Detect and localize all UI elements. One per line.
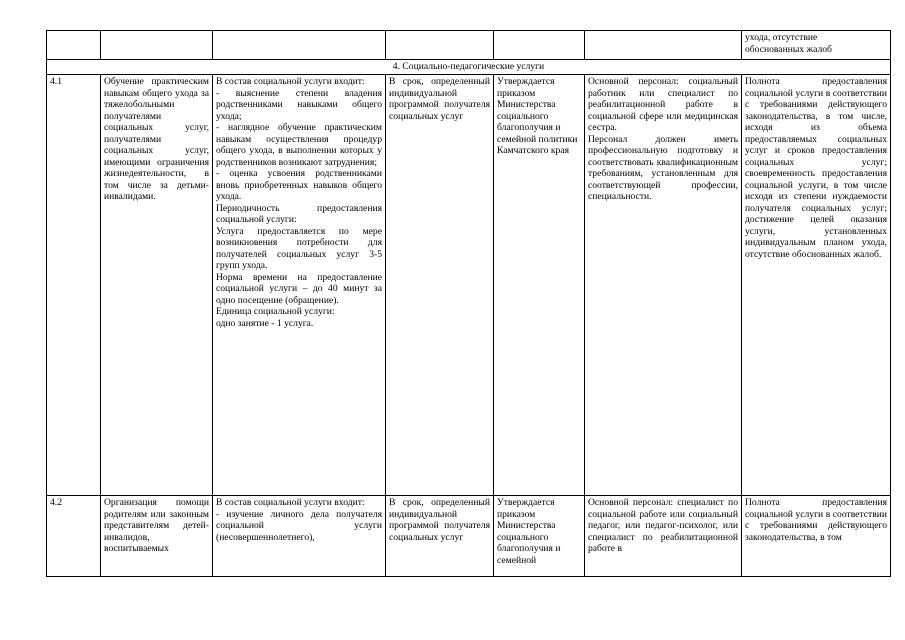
content-line: - изучение личного дела получателя социальной услуги (несовершеннолетнего), — [216, 508, 382, 543]
cell-service-name: Обучение практическим навыкам общего ухода за тяжелобольными получателями социальных услуг, получателями социальных услуг, имеющими ограничения жизнедеятельности, в том числе за детьми-инвалидами. — [101, 75, 213, 496]
cell-empty — [213, 31, 386, 60]
section-title: 4. Социально-педагогические услуги — [47, 60, 891, 75]
staff-line: Персонал должен иметь профессиональную подготовку и соответствовать квалификационным требованиям, установленным для соответствующей профессии, специальности. — [588, 133, 738, 202]
quality-line: обоснованных жалоб — [745, 43, 832, 55]
continued-row — [47, 31, 891, 60]
service-name-text: Организация помощи родителям или законным представителям детей-инвалидов, воспитываемых — [104, 497, 209, 554]
quality-text: Полнота предоставления социальной услуги в соответствии с требованиями действующего законодательства, в том — [745, 497, 887, 543]
cell-term: В срок, определенный индивидуальной программой получателя социальных услуг — [386, 75, 494, 496]
tariff-text: Утверждается приказом Министерства социального благополучия и семейной — [497, 497, 561, 566]
content-line: - наглядное обучение практическим навыкам осуществления процедур общего ухода, в выполнении которых у родственников возникают затруднения; — [216, 122, 382, 168]
cell-empty — [386, 31, 494, 60]
content-line: одно занятие - 1 услуга. — [216, 317, 314, 329]
content-line: - оценка усвоения родственниками вновь приобретенных навыков общего ухода. — [216, 168, 382, 202]
number-text: 4.2 — [50, 497, 62, 508]
content-line: Единица социальной услуги: — [216, 306, 335, 317]
services-table — [46, 30, 891, 577]
section-row — [47, 60, 891, 75]
table-row — [47, 75, 891, 496]
cell-empty — [101, 31, 213, 60]
cell-term — [386, 496, 494, 577]
content-line: Норма времени на предоставление социальной услуги – до 40 минут за одно посещение (обращение). — [216, 271, 382, 306]
term-text: В срок, определенный индивидуальной программой получателя социальных услуг — [389, 497, 490, 543]
cell-number — [47, 496, 101, 577]
cell-service-content — [213, 496, 386, 577]
content-line: - выяснение степени владения родственниками навыками общего ухода; — [216, 87, 382, 122]
cell-quality: Полнота предоставления социальной услуги в соответствии с требованиями действующего законодательства, в том числе, исходя из объема предоставляемых социальных услуг и сроков предоставления социальных услуг; своевременность предоставления социальной услуги, в том числе исходя из степени нуждаемости получателя социальных услуг; достижение целей оказания услуги, установленных индивидуальным планом ухода, отсутствие обоснованных жалоб. — [742, 75, 891, 496]
content-line: Услуга предоставляется по мере возникновения потребности для получателей социальных услуг 3-5 групп ухода. — [216, 225, 382, 271]
cell-staff — [585, 75, 742, 496]
content-line: В состав социальной услуги входит: — [216, 76, 365, 87]
cell-service-name — [101, 496, 213, 577]
content-line: В состав социальной услуги входит: — [216, 497, 365, 508]
cell-empty — [494, 31, 585, 60]
cell-number: 4.1 — [47, 75, 101, 496]
cell-service-content — [213, 75, 386, 496]
cell-empty — [47, 31, 101, 60]
table-row — [47, 496, 891, 577]
cell-quality-continued — [742, 31, 891, 60]
quality-line: ухода, отсутствие — [745, 32, 818, 43]
content-line: Периодичность предоставления социальной услуги: — [216, 202, 382, 225]
content-clip — [216, 497, 382, 575]
cell-tariff — [494, 496, 585, 577]
staff-text: Основной персонал: специалист по социальной работе или социальный педагог, или педагог-психолог, или специалист по реабилитационной работе в — [588, 497, 738, 554]
cell-tariff: Утверждается приказом Министерства социального благополучия и семейной политики Камчатского края — [494, 75, 585, 496]
cell-quality — [742, 496, 891, 577]
staff-line: Основной персонал: социальный работник или специалист по реабилитационной работе в социальной сфере или медицинская сестра. — [588, 76, 738, 133]
cell-staff — [585, 496, 742, 577]
cell-empty — [585, 31, 742, 60]
